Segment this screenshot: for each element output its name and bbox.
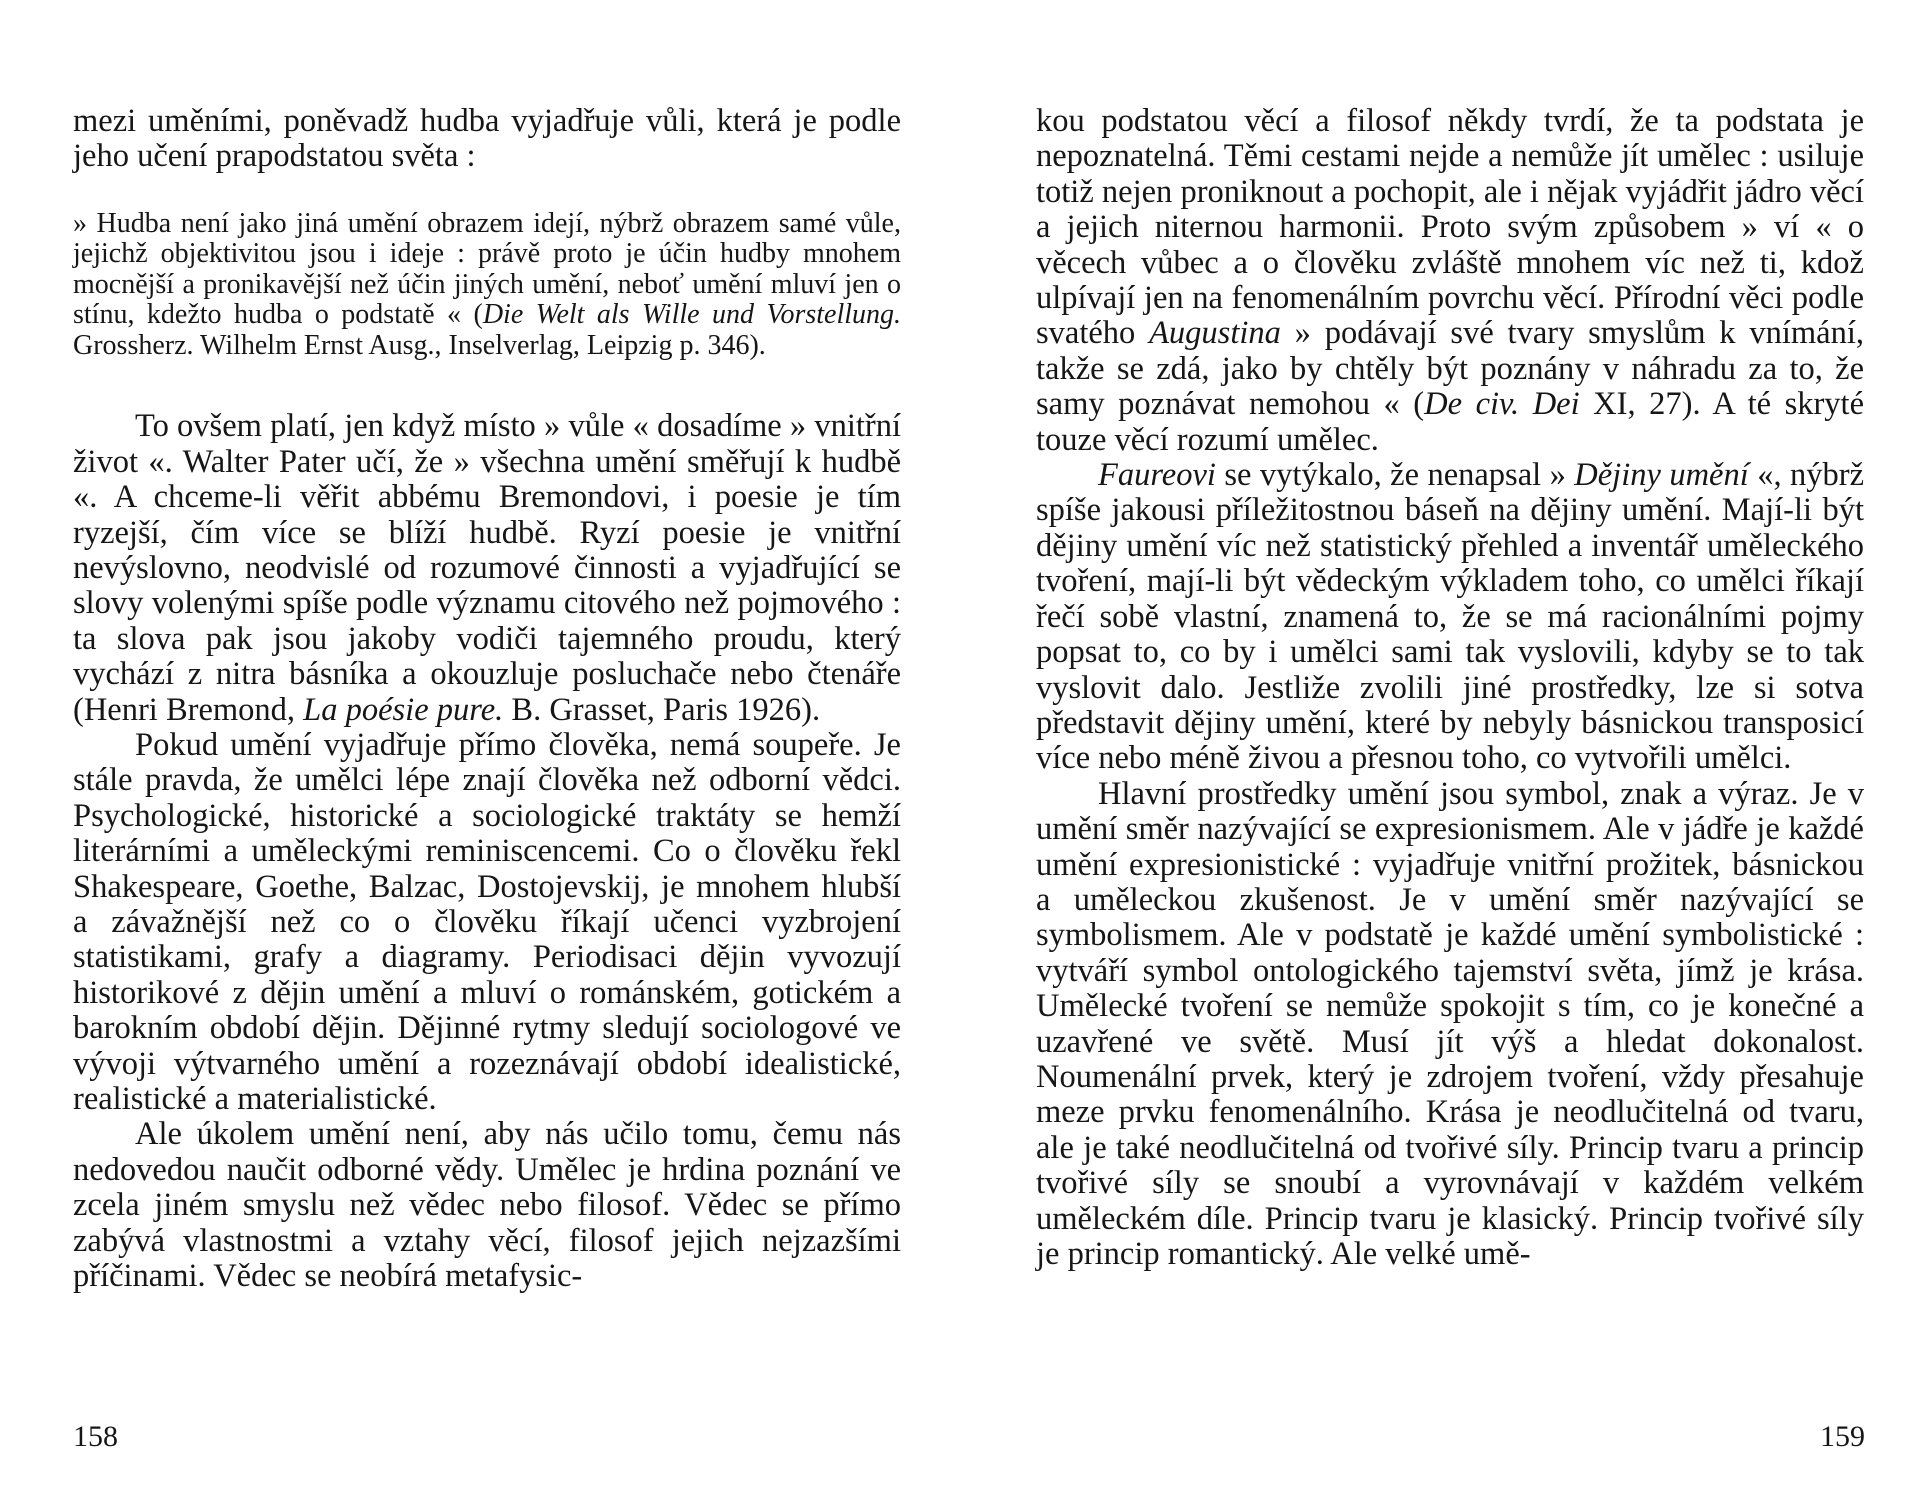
text-run: mezi uměními, poněvadž hudba vyjadřuje vůli, která je podle jeho učení prapodstatou světa : xyxy=(73,103,901,175)
page-number-left: 158 xyxy=(73,1420,118,1453)
italic-text: Augustina xyxy=(1149,315,1281,352)
italic-text: Die Welt als Wille und Vorstellung. xyxy=(482,299,901,331)
page-number-right: 159 xyxy=(1820,1420,1865,1453)
paragraph xyxy=(73,1117,901,1294)
paragraph-intro xyxy=(73,104,901,175)
paragraph xyxy=(1036,104,1864,458)
paragraph xyxy=(1036,458,1864,777)
text-run: B. Grasset, Paris 1926). xyxy=(503,691,821,728)
text-run: » podávají své tvary smyslům k vnímání, takže se zdá, jako by chtěly být poznány v náhradu za to, že samy poznávat nemohou « ( xyxy=(1036,315,1864,423)
paragraph xyxy=(1036,777,1864,1273)
italic-text: Dějiny umění xyxy=(1574,457,1749,494)
text-run: » Hudba není jako jiná umění obrazem idejí, nýbrž obrazem samé vůle, jejichž objektivitou jsou i ideje : právě proto je účin hudby mnohem mocnější a pronikavější než účin jiných umění, neboť umění mluví jen o stínu, kdežto hudba o podstatě « ( xyxy=(73,207,901,331)
text-run: To ovšem platí, jen když místo » vůle « dosadíme » vnitřní život «. Walter Pater učí, že » všechna umění směřují k hudbě «. A chceme-li věřit abbému Bremondovi, i poesie je tím ryzejší, čím více se blíží hudbě. Ryzí poesie je vnitřní nevýslovno, neodvislé od rozumové činnosti a vyjadřující se slovy volenými spíše podle významu citového než pojmového : ta slova pak jsou jakoby vodiči tajemného proudu, který vychází z nitra básníka a okouzluje posluchače nebo čtenáře (Henri Bremond, xyxy=(73,408,901,728)
block-quote xyxy=(73,209,901,362)
text-run: XI, 27). A té skryté touze věcí rozumí umělec. xyxy=(1036,386,1864,458)
paragraph xyxy=(73,409,901,728)
text-run: Grossherz. Wilhelm Ernst Ausg., Inselverlag, Leipzig p. 346). xyxy=(73,329,766,361)
italic-text: De civ. Dei xyxy=(1424,386,1580,423)
italic-text: Faureovi xyxy=(1098,457,1216,494)
paragraph xyxy=(73,728,901,1117)
text-run: Ale úkolem umění není, aby nás učilo tomu, čemu nás nedovedou naučit odborné vědy. Umělec je hrdina poznání ve zcela jiném smyslu než vědec nebo filosof. Vědec se přímo zabývá vlastnostmi a vztahy věcí, filosof jejich nejzazšími příčinami. Vědec se neobírá metafysic- xyxy=(73,1116,901,1295)
text-run: kou podstatou věcí a filosof někdy tvrdí, že ta podstata je nepoznatelná. Těmi cestami nejde a nemůže jít umělec : usiluje totiž nejen proniknout a pochopit, ale i nějak vyjádřit jádro věcí a jejich niternou harmonii. Proto svým způsobem » ví « o věcech vůbec a o člověku zvláště mnohem víc než ti, kdož ulpívají jen na fenomenálním povrchu věcí. Přírodní věci podle svatého xyxy=(1036,103,1864,352)
text-run: Pokud umění vyjadřuje přímo člověka, nemá soupeře. Je stále pravda, že umělci lépe znají člověka než odborní vědci. Psychologické, historické a sociologické traktáty se hemží literárními a uměleckými reminiscencemi. Co o člověku řekl Shakespeare, Goethe, Balzac, Dostojevskij, je mnohem hlubší a závažnější než co o člověku říkají učenci vyzbrojení statistikami, grafy a diagramy. Periodisaci dějin vyvozují historikové z dějin umění a mluví o románském, gotickém a barokním období dějin. Dějinné rytmy sledují sociologové ve vývoji výtvarného umění a rozeznávají období idealistické, realistické a materialistické. xyxy=(73,726,901,1118)
text-run: se vytýkalo, že nenapsal » xyxy=(1215,457,1575,494)
text-run: Hlavní prostředky umění jsou symbol, znak a výraz. Je v umění směr nazývající se expresionismem. Ale v jádře je každé umění expresionistické : vyjadřuje vnitřní prožitek, básnickou a uměleckou zkušenost. Je v umění směr nazývající se symbolismem. Ale v podstatě je každé umění symbolistické : vytváří symbol ontologického tajemství světa, jímž je krása. Umělecké tvoření se nemůže spokojit s tím, co je konečné a uzavřené ve světě. Musí jít výš a hledat dokonalost. Noumenální prvek, který je zdrojem tvoření, vždy přesahuje meze prvku fenomenálního. Krása je neodlučitelná od tvaru, ale je také neodlučitelná od tvořivé síly. Princip tvaru a princip tvořivé síly se snoubí a vyrovnávají v každém velkém uměleckém díle. Princip tvaru je klasický. Princip tvořivé síly je princip romantický. Ale velké umě- xyxy=(1036,775,1864,1272)
italic-text: La poésie pure. xyxy=(303,691,504,728)
left-page xyxy=(73,104,901,1294)
right-page xyxy=(1036,104,1864,1272)
text-run: «, nýbrž spíše jakousi příležitostnou báseň na dějiny umění. Mají-li být dějiny umění víc než statistický přehled a inventář uměleckého tvoření, mají-li být vědeckým výkladem toho, co umělci říkají řečí sobě vlastní, znamená to, že se má racionálními pojmy popsat to, co by i umělci sami tak vyslovili, kdyby se to tak vyslovit dalo. Jestliže zvolili jiné prostředky, lze si sotva představit dějiny umění, které by nebyly básnickou transposicí více nebo méně živou a přesnou toho, co vytvořili umělci. xyxy=(1036,457,1865,777)
